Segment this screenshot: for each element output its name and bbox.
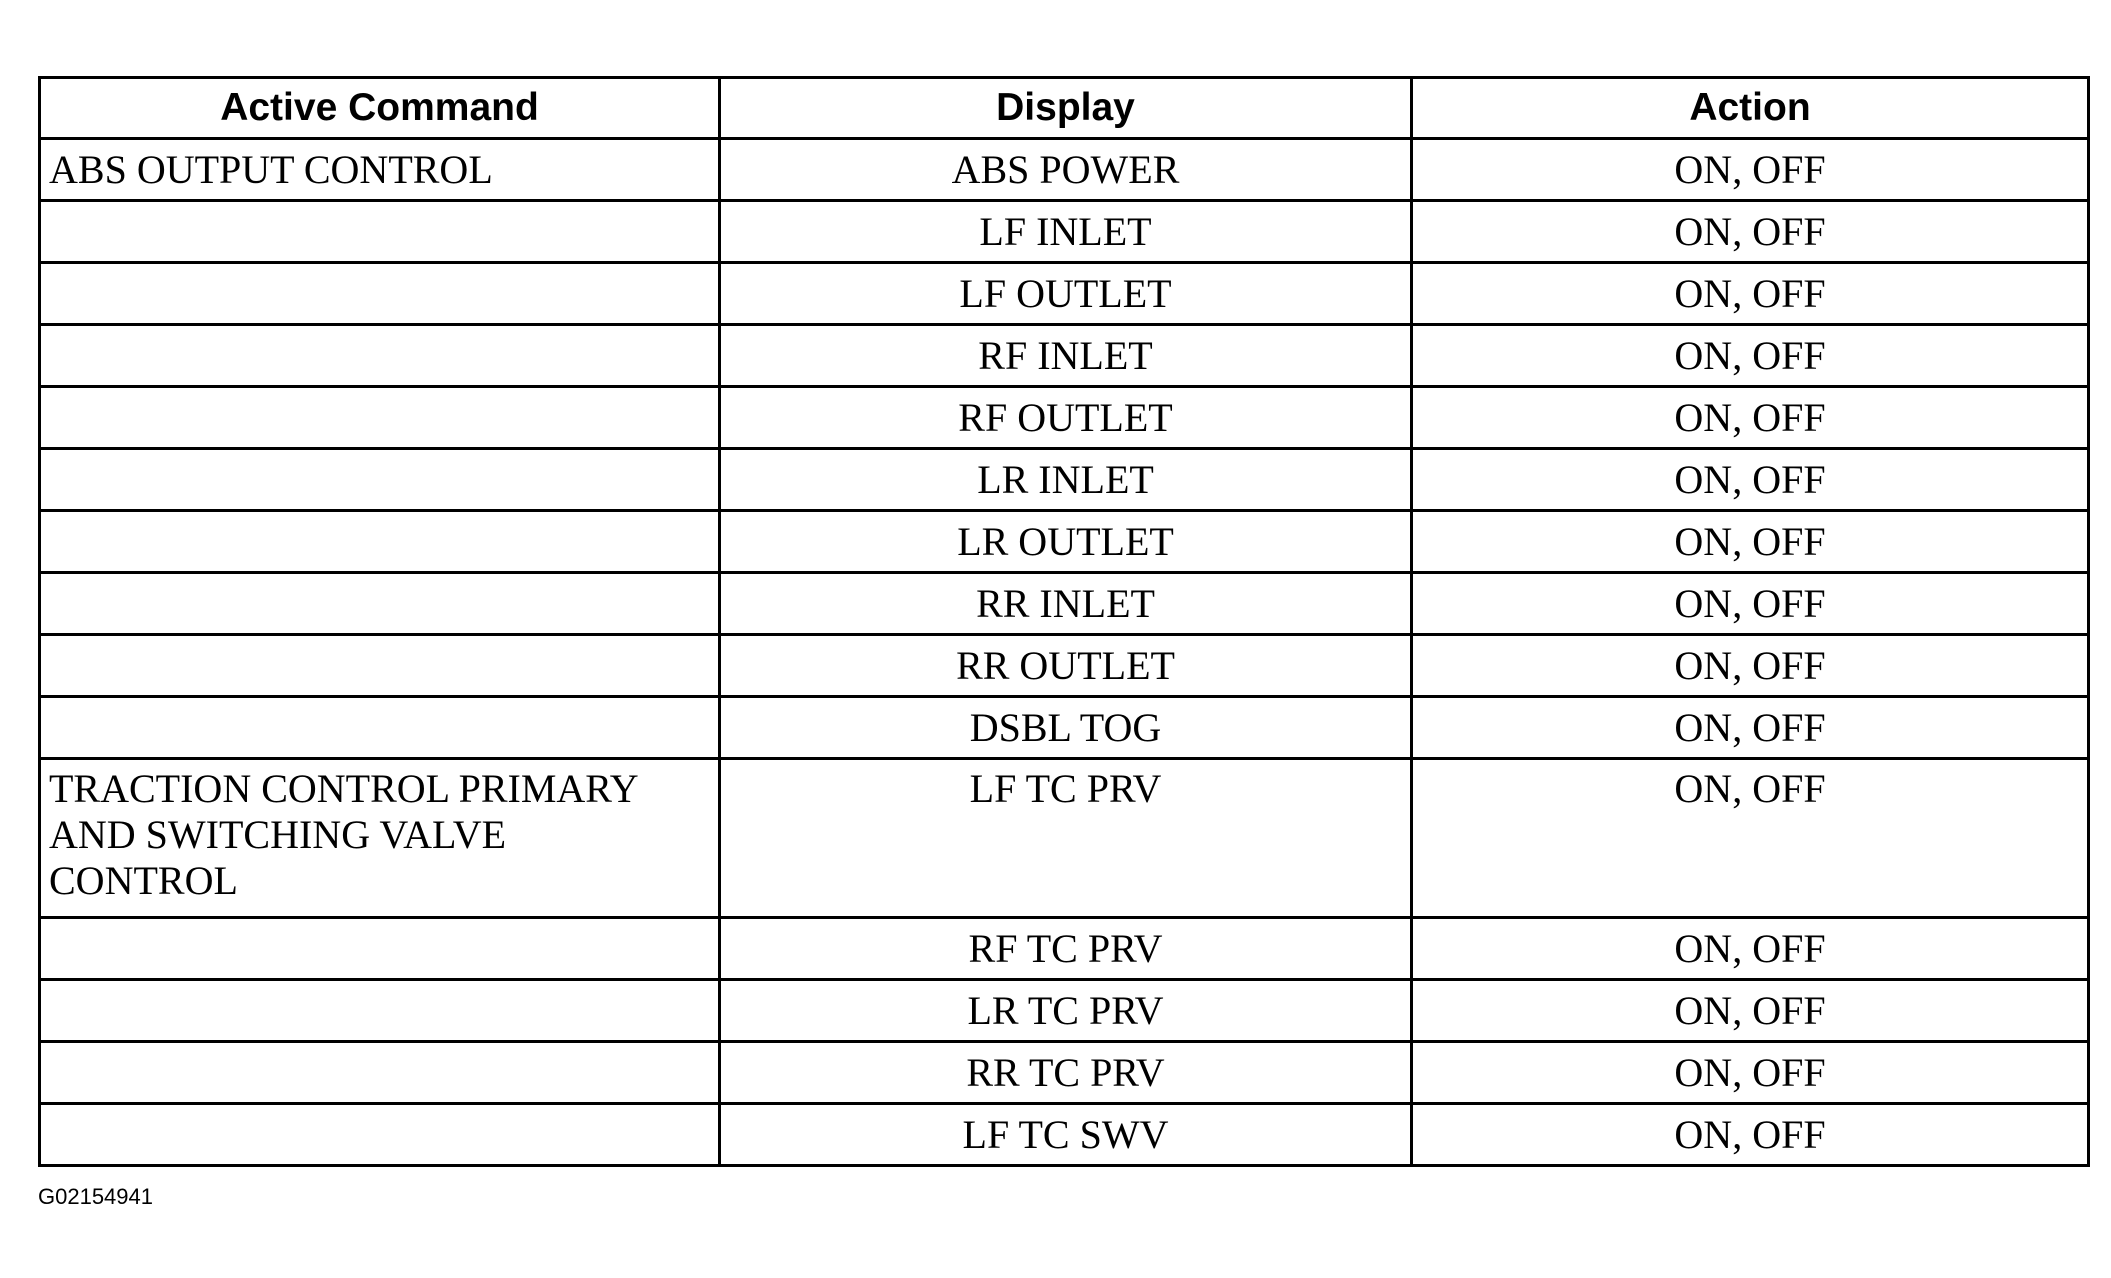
- cell-command: [40, 511, 720, 573]
- table-row: [40, 511, 2089, 573]
- cell-display: LF TC SWV: [720, 1104, 1412, 1166]
- table-row: [40, 980, 2089, 1042]
- cell-display: LF TC PRV: [720, 759, 1412, 918]
- table-body: [40, 139, 2089, 1166]
- table-row: [40, 759, 2089, 918]
- cell-command: TRACTION CONTROL PRIMARY AND SWITCHING VALVE CONTROL: [40, 759, 720, 918]
- header-display: Display: [720, 78, 1412, 139]
- table-row: [40, 201, 2089, 263]
- cell-display: LF INLET: [720, 201, 1412, 263]
- table-row: [40, 918, 2089, 980]
- cell-action: ON, OFF: [1412, 918, 2089, 980]
- cell-command: [40, 1042, 720, 1104]
- cell-display: LR TC PRV: [720, 980, 1412, 1042]
- table-row: [40, 139, 2089, 201]
- cell-action: ON, OFF: [1412, 511, 2089, 573]
- cell-command: ABS OUTPUT CONTROL: [40, 139, 720, 201]
- cell-action: ON, OFF: [1412, 759, 2089, 918]
- cell-action: ON, OFF: [1412, 263, 2089, 325]
- cell-action: ON, OFF: [1412, 1104, 2089, 1166]
- table-row: [40, 387, 2089, 449]
- cell-action: ON, OFF: [1412, 449, 2089, 511]
- table-row: [40, 635, 2089, 697]
- cell-action: ON, OFF: [1412, 139, 2089, 201]
- table-row: [40, 325, 2089, 387]
- cell-display: DSBL TOG: [720, 697, 1412, 759]
- table-row: [40, 1042, 2089, 1104]
- table-row: [40, 449, 2089, 511]
- cell-action: ON, OFF: [1412, 201, 2089, 263]
- cell-command: [40, 635, 720, 697]
- cell-display: RR TC PRV: [720, 1042, 1412, 1104]
- cell-command: [40, 387, 720, 449]
- cell-command: [40, 980, 720, 1042]
- cell-display: RF TC PRV: [720, 918, 1412, 980]
- header-active-command: Active Command: [40, 78, 720, 139]
- cell-display: LR INLET: [720, 449, 1412, 511]
- table-header: [40, 78, 2089, 139]
- cell-display: LR OUTLET: [720, 511, 1412, 573]
- cell-display: ABS POWER: [720, 139, 1412, 201]
- table-row: [40, 573, 2089, 635]
- cell-command: [40, 449, 720, 511]
- cell-command: [40, 263, 720, 325]
- cell-command: [40, 918, 720, 980]
- cell-action: ON, OFF: [1412, 325, 2089, 387]
- cell-action: ON, OFF: [1412, 1042, 2089, 1104]
- cell-action: ON, OFF: [1412, 697, 2089, 759]
- cell-action: ON, OFF: [1412, 387, 2089, 449]
- header-row: [40, 78, 2089, 139]
- cell-display: RR INLET: [720, 573, 1412, 635]
- cell-display: LF OUTLET: [720, 263, 1412, 325]
- cell-display: RR OUTLET: [720, 635, 1412, 697]
- active-command-table: [38, 76, 2090, 1167]
- cell-action: ON, OFF: [1412, 980, 2089, 1042]
- cell-display: RF INLET: [720, 325, 1412, 387]
- table-row: [40, 1104, 2089, 1166]
- cell-command: [40, 201, 720, 263]
- table-row: [40, 697, 2089, 759]
- cell-command: [40, 697, 720, 759]
- table-row: [40, 263, 2089, 325]
- cell-action: ON, OFF: [1412, 635, 2089, 697]
- header-action: Action: [1412, 78, 2089, 139]
- cell-command: [40, 1104, 720, 1166]
- cell-command: [40, 325, 720, 387]
- figure-id-label: G02154941: [38, 1184, 153, 1209]
- cell-command: [40, 573, 720, 635]
- cell-action: ON, OFF: [1412, 573, 2089, 635]
- cell-display: RF OUTLET: [720, 387, 1412, 449]
